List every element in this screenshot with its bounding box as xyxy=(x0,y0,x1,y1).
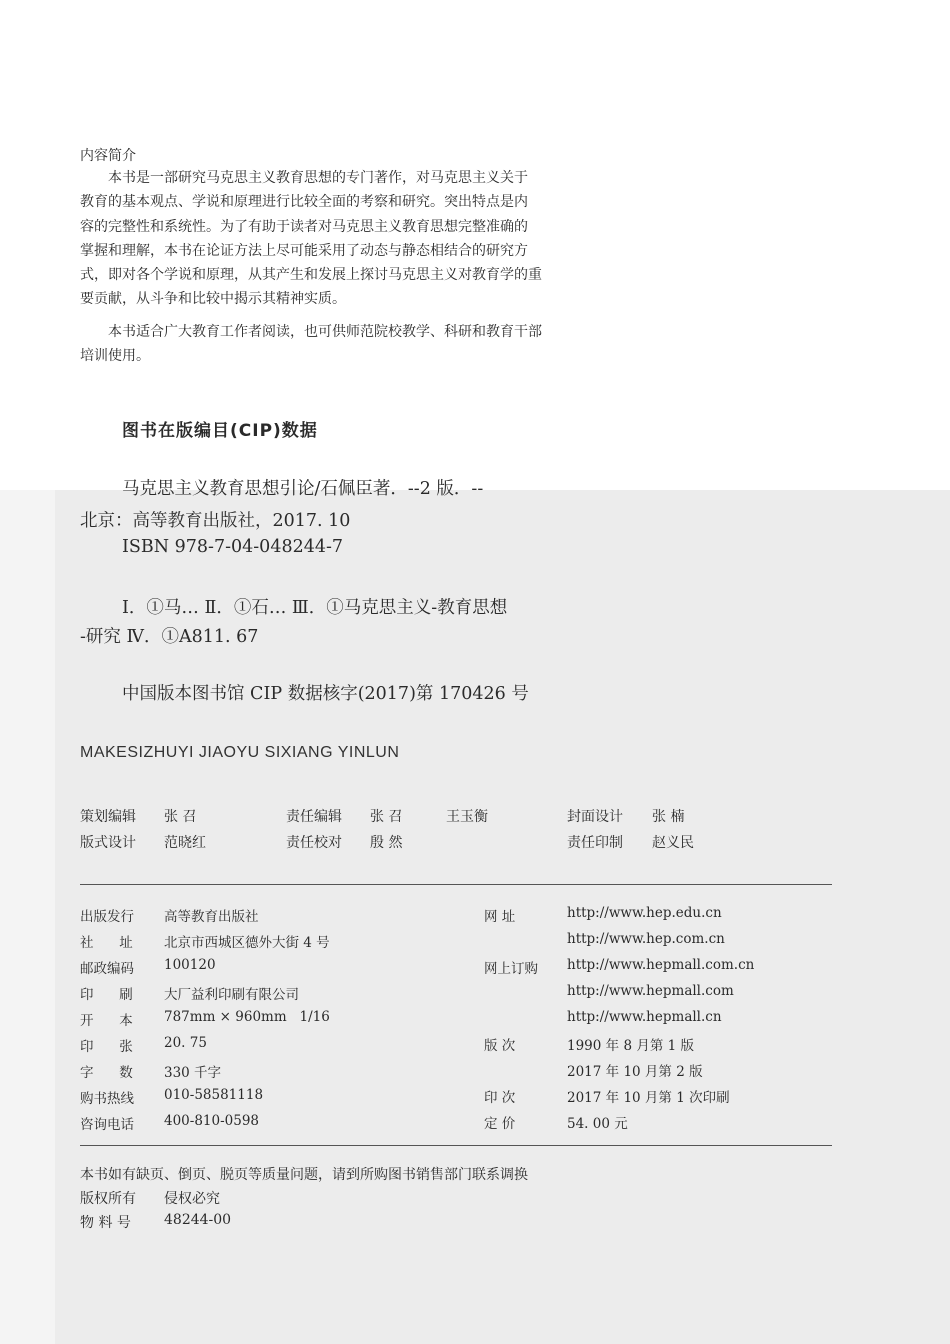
cip-line-5: -研究 Ⅳ．①A811. 67 xyxy=(80,627,259,647)
publishing-label: 字 数 xyxy=(80,1065,133,1081)
publishing-label: 咨询电话 xyxy=(80,1117,134,1133)
publishing-value: 北京市西城区德外大街 4 号 xyxy=(164,935,330,951)
proofreader: 殷 然 xyxy=(370,835,403,851)
order-link[interactable]: http://www.hepmall.com xyxy=(567,983,734,999)
summary-line: 掌握和理解，本书在论证方法上尽可能采用了动态与静态相结合的研究方 xyxy=(80,242,528,259)
online-order-label: 网上订购 xyxy=(484,961,538,977)
layout-design-label: 版式设计 xyxy=(80,835,136,851)
proofreader-label: 责任校对 xyxy=(286,835,342,851)
print-manager: 赵义民 xyxy=(652,835,694,851)
divider-top xyxy=(80,884,832,885)
order-link[interactable]: http://www.hepmall.com.cn xyxy=(567,957,755,973)
publishing-value: 大厂益利印刷有限公司 xyxy=(164,987,299,1003)
responsible-editor-label: 责任编辑 xyxy=(286,809,342,825)
planning-editor-label: 策划编辑 xyxy=(80,809,136,825)
summary-paragraph-2 xyxy=(80,320,615,369)
rights-label: 版权所有 xyxy=(80,1191,136,1207)
publishing-label: 出版发行 xyxy=(80,909,134,925)
cip-line-6: 中国版本图书馆 CIP 数据核字(2017)第 170426 号 xyxy=(122,684,529,704)
quality-notice: 本书如有缺页、倒页、脱页等质量问题，请到所购图书销售部门联系调换 xyxy=(80,1167,528,1183)
material-number: 48244-00 xyxy=(164,1212,232,1228)
pinyin-title: MAKESIZHUYI JIAOYU SIXIANG YINLUN xyxy=(80,744,400,761)
publishing-label: 邮政编码 xyxy=(80,961,134,977)
print-manager-label: 责任印制 xyxy=(567,835,623,851)
rights-value: 侵权必究 xyxy=(164,1191,220,1207)
layout-design: 范晓红 xyxy=(164,835,206,851)
publishing-label: 印 张 xyxy=(80,1039,133,1055)
cover-design-label: 封面设计 xyxy=(567,809,623,825)
website-link[interactable]: http://www.hep.edu.cn xyxy=(567,905,722,921)
publishing-value: 400-810-0598 xyxy=(164,1113,260,1129)
material-number-label: 物 料 号 xyxy=(80,1215,131,1231)
publishing-value: 高等教育出版社 xyxy=(164,909,259,925)
responsible-editor: 张 召 xyxy=(370,809,403,825)
summary-line: 式，即对各个学说和原理，从其产生和发展上探讨马克思主义对教育学的重 xyxy=(80,267,542,284)
publishing-value: 20. 75 xyxy=(164,1035,207,1051)
summary-paragraph-1 xyxy=(80,166,615,312)
page-shadow xyxy=(0,490,55,1344)
summary-line: 培训使用。 xyxy=(80,348,150,365)
publishing-label: 购书热线 xyxy=(80,1091,134,1107)
summary-line: 教育的基本观点、学说和原理进行比较全面的考察和研究。突出特点是内 xyxy=(80,194,528,211)
summary-line: 本书是一部研究马克思主义教育思想的专门著作，对马克思主义关于 xyxy=(108,170,528,186)
cip-title: 图书在版编目(CIP)数据 xyxy=(122,421,318,441)
publishing-label: 社 址 xyxy=(80,935,133,951)
price-label: 定 价 xyxy=(484,1116,516,1132)
cover-design: 张 楠 xyxy=(652,809,685,825)
printing: 2017 年 10 月第 1 次印刷 xyxy=(567,1090,730,1106)
cip-line-2: 北京：高等教育出版社，2017. 10 xyxy=(80,511,351,531)
order-link[interactable]: http://www.hepmall.cn xyxy=(567,1009,722,1025)
edition: 2017 年 10 月第 2 版 xyxy=(567,1064,703,1080)
price: 54. 00 元 xyxy=(567,1116,628,1132)
publishing-value: 100120 xyxy=(164,957,216,973)
summary-line: 要贡献，从斗争和比较中揭示其精神实质。 xyxy=(80,291,346,308)
planning-editor: 张 召 xyxy=(164,809,197,825)
edition-label: 版 次 xyxy=(484,1038,516,1054)
printing-label: 印 次 xyxy=(484,1090,516,1106)
cip-line-1: 马克思主义教育思想引论/石佩臣著．--2 版．-- xyxy=(122,479,484,499)
website-label: 网 址 xyxy=(484,909,516,925)
publishing-label: 开 本 xyxy=(80,1013,133,1029)
website-link[interactable]: http://www.hep.com.cn xyxy=(567,931,725,947)
edition: 1990 年 8 月第 1 版 xyxy=(567,1038,694,1054)
summary-line: 容的完整性和系统性。为了有助于读者对马克思主义教育思想完整准确的 xyxy=(80,218,528,235)
divider-bottom xyxy=(80,1145,832,1146)
responsible-editor-2: 王玉衡 xyxy=(446,809,488,825)
cip-isbn: ISBN 978-7-04-048244-7 xyxy=(122,537,344,557)
publishing-value: 787mm × 960mm 1/16 xyxy=(164,1009,330,1025)
summary-line: 本书适合广大教育工作者阅读，也可供师范院校教学、科研和教育干部 xyxy=(108,324,542,340)
publishing-value: 330 千字 xyxy=(164,1065,222,1081)
publishing-value: 010-58581118 xyxy=(164,1087,264,1103)
summary-title: 内容简介 xyxy=(80,148,136,164)
cip-line-4: Ⅰ．①马… Ⅱ．①石… Ⅲ．①马克思主义-教育思想 xyxy=(122,598,508,618)
publishing-label: 印 刷 xyxy=(80,987,133,1003)
